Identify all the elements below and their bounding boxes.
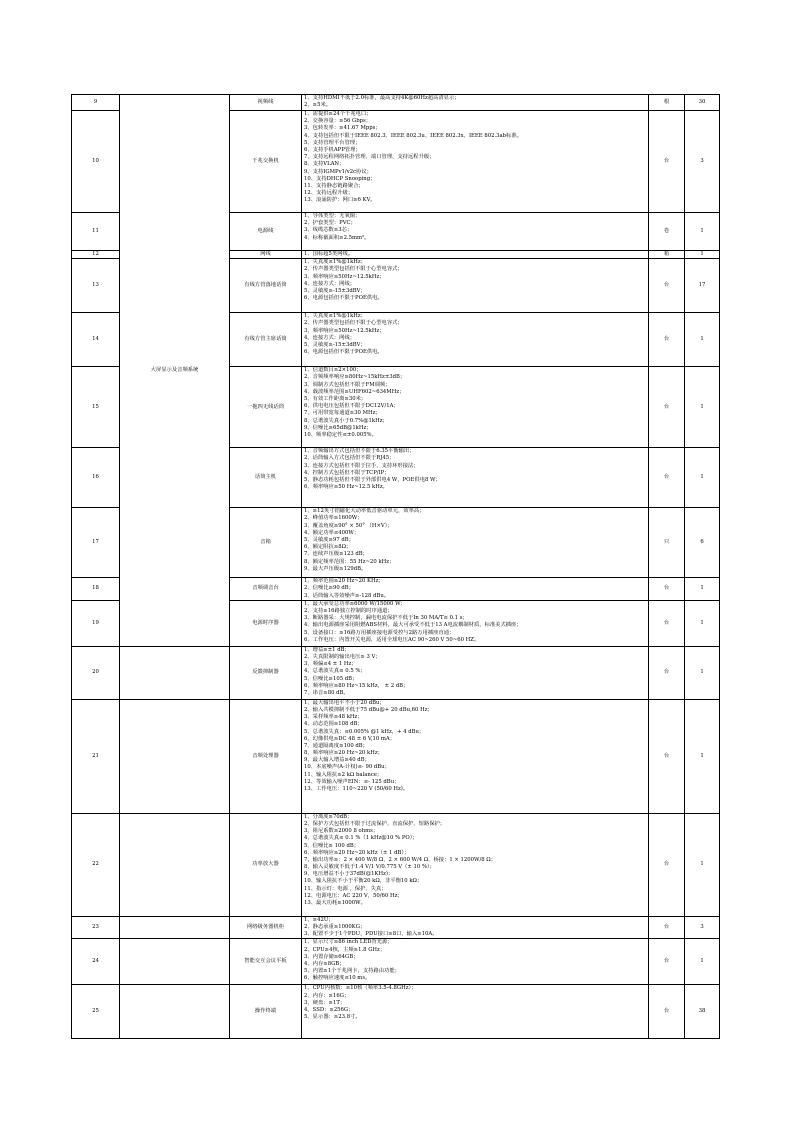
spec-line: 2、传声器类型包括但不限于心型电容式； [304,320,403,327]
spec-line: 6、频率响应≥50 Hz~12.5 kHz。 [304,484,388,491]
category-cell-empty [120,699,230,813]
item-unit: 卷 [649,213,685,251]
spec-line: 5、显示器：≥23.8寸。 [304,1014,361,1021]
spec-line: 6、电源包括但不限于POE供电。 [304,349,383,356]
spec-line: 9、电压增益不小于37dB(@1KHz)； [304,871,394,878]
spec-line: 11、输入阻抗≥2 kΩ balance； [304,771,383,778]
item-name: 音箱 [230,508,302,578]
item-spec [302,313,649,367]
item-name: 电源线 [230,213,302,251]
item-spec [302,916,649,939]
spec-line: 1、国标超5类网线。 [304,251,354,257]
spec-line: 1、需提供≥24个千兆电口； [304,111,372,117]
item-unit: 台 [649,916,685,939]
item-name: 智能交互会议平板 [230,939,302,985]
table-row [72,985,720,1039]
spec-line: 9、支持IGMPv1/v2c协议； [304,168,372,175]
spec-line: 6、电源包括但不限于POE供电。 [304,295,383,302]
item-spec [302,111,649,213]
category-cell-empty [120,646,230,699]
item-number: 23 [72,916,120,939]
spec-line: 4、SSD：≥256G； [304,1006,354,1013]
item-number: 17 [72,508,120,578]
item-quantity: 1 [685,367,720,448]
item-name: 功率放大器 [230,813,302,916]
item-spec [302,367,649,448]
spec-line: 1、失真度≤1%@1kHz； [304,313,366,320]
item-number: 11 [72,213,120,251]
spec-line: 3、频偏≤4 ± 1 Hz； [304,661,357,668]
spec-line: 1、频率范围≥20 Hz~20 KHz； [304,578,384,585]
item-number: 10 [72,111,120,213]
spec-line: 4、标称截面积≥2.5mm²。 [304,234,370,241]
spec-line: 2、音频频率响应≥80Hz~15kHz±3dB； [304,374,406,381]
item-name: 网线 [230,251,302,259]
item-number: 16 [72,448,120,508]
spec-line: 6、供电电压包括但不限于DC12V/1A； [304,403,399,410]
spec-line: 1、失真度≤1%@1kHz； [304,259,366,266]
item-number: 25 [72,985,120,1039]
spec-line: 11、指示灯：电源 、保护、失真； [304,885,387,892]
spec-line: 4、总谐波失真≤ 0.1 %（1 kHz@10 % PO）； [304,835,418,842]
spec-line: 9、最大声压级≥129dB。 [304,565,367,572]
spec-line: 8、频率响应≥20 Hz~20 kHz； [304,750,383,757]
category-cell-empty [120,939,230,985]
spec-line: 2、信噪比≥90 dB； [304,585,355,592]
spec-line: 6、工作电压：内置开关电源，适用全球电压AC 90~260 V 50~60 HZ。 [304,636,480,643]
spec-line: 12、等效输入噪声EIN：≤- 125 dBu； [304,778,400,785]
spec-line: 4、动态范围≥108 dB； [304,721,363,728]
item-number: 20 [72,646,120,699]
spec-line: 12、支持远程升级； [304,190,354,197]
spec-line: 7、连续声压级≥123 dB； [304,551,368,558]
item-unit: 根 [649,95,685,111]
spec-line: 1、导体类型：无氧铜； [304,213,361,219]
item-unit: 台 [649,699,685,813]
category-cell-empty [120,916,230,939]
table-row [72,916,720,939]
spec-line: 6、频率响应≥20 Hz~20 kHz（± 1 dB）； [304,849,410,856]
item-quantity: 1 [685,313,720,367]
item-unit: 台 [649,600,685,646]
item-spec [302,508,649,578]
item-spec [302,251,649,259]
spec-line: 12、电源电压：AC 220 V，50/60 Hz； [304,892,403,899]
item-quantity: 1 [685,813,720,916]
spec-line: 5、灵敏度≥-15±3dBV； [304,287,366,294]
item-quantity: 1 [685,939,720,985]
spec-line: 6、额定阻抗≥8Ω； [304,544,352,551]
spec-line: 1、增益≥±1 dB； [304,646,350,653]
spec-line: 7、可用带宽每通道≥30 MHz； [304,410,381,417]
item-unit: 台 [649,985,685,1039]
item-spec [302,985,649,1039]
spec-line: 3、包转发率：≥41.67 Mpps； [304,125,381,132]
spec-line: 8、输入灵敏度不低于1.4 V/1 V/0.775 V（± 10 %）； [304,864,435,871]
item-quantity: 30 [685,95,720,111]
spec-line: 2、CPU≥4核，主频≥1.8 GHz； [304,946,386,953]
spec-line: 2、峰值功率≥1600W； [304,515,363,522]
spec-line: 13、浪涌防护：网口≥6 KV。 [304,197,376,204]
item-unit: 台 [649,367,685,448]
spec-line: 5、有效工作距离≥30米； [304,395,367,402]
table-row [72,95,720,111]
item-quantity: 1 [685,578,720,601]
table-row [72,646,720,699]
item-quantity: 3 [685,916,720,939]
spec-line: 1、信道数目≥2×100； [304,367,362,374]
spec-line: 2、内存：≥16G； [304,992,350,999]
item-unit: 台 [649,313,685,367]
item-unit: 台 [649,111,685,213]
item-quantity: 1 [685,600,720,646]
item-number: 19 [72,600,120,646]
spec-table [71,94,720,1039]
spec-line: 3、调制方式包括但不限于FM调频； [304,381,391,388]
item-name: 电源时序器 [230,600,302,646]
spec-line: 3、线缆芯数≥3芯； [304,227,353,234]
spec-line: 3、内置存储≥64GB； [304,953,359,960]
item-unit: 台 [649,646,685,699]
spec-line: 1、分离度≥70dB； [304,813,353,820]
spec-line: 3、阻尼系数≥2000 8 ohms； [304,828,379,835]
spec-line: 5、设备接口：≥16路万用插座接电源受控与2路万用插座直通； [304,629,455,636]
item-number: 24 [72,939,120,985]
spec-line: 1、CPU内核数：≥10核（频率3.5-4.8GHz）； [304,985,417,992]
spec-line: 1、最大承受总功率≥6000 W/15000 W； [304,600,406,607]
spec-line: 5、总谐波失真：≤0.005% @1 kHz，+ 4 dBu； [304,728,425,735]
item-name: 网络级务器机柜 [230,916,302,939]
spec-line: 6、触控响应速度≤10 ms。 [304,975,371,982]
spec-line: 2、支持≥16路独立控制的时序通道； [304,607,393,614]
spec-line: 4、载波频率范围≥UHF602~634MHz； [304,388,405,395]
item-spec [302,448,649,508]
spec-line: 3、频率响应≥50Hz~12.5kHz； [304,273,385,280]
spec-line: 3、配置不少于1个PDU，PDU接口≥8口，输入≥10A。 [304,931,438,938]
spec-line: 3、连接方式包括但不限于拉手，支持环形接法； [304,462,419,469]
item-spec [302,646,649,699]
table-row [72,699,720,813]
item-spec [302,213,649,251]
spec-line: 10、本底噪声(A-计权)≤- 90 dBu； [304,764,390,771]
item-name: 视频线 [230,95,302,111]
spec-line: 10、输入阻抗不小于平衡20 kΩ，非平衡10 kΩ； [304,878,423,885]
table-row [72,813,720,916]
item-name: 音频调音台 [230,578,302,601]
item-name: 反馈抑制器 [230,646,302,699]
spec-line: 2、静态承重≥1000KG； [304,923,366,930]
spec-line: 5、静态功耗包括但不限于外部供电4 W，POE供电8 W； [304,476,441,483]
spec-line: 13、工作电压：110~220 V (50/60 Hz)。 [304,786,409,793]
spec-line: 1、最大输出电平不小于20 dBu； [304,699,385,706]
item-spec [302,578,649,601]
category-cell-empty [120,813,230,916]
spec-line: 3、频率响应≥50Hz~12.5kHz； [304,327,385,334]
spec-line: 7、串音≥80 dB。 [304,689,349,696]
spec-line: 8、额定频率范围：55 Hz~20 kHz； [304,558,395,565]
item-spec [302,699,649,813]
spec-line: 8、总谐波失真小于0.7%@1kHz； [304,417,388,424]
item-quantity: 3 [685,111,720,213]
item-number: 15 [72,367,120,448]
spec-line: 6、幻像供电≥DC 48 ± 6 V,10 mA； [304,735,396,742]
spec-line: 5、支持管理平台管理； [304,139,361,146]
spec-line: 5、信噪比≥ 100 dB； [304,842,360,849]
spec-line: 13、最大功耗≥1000W。 [304,900,366,907]
spec-line: 4、内存≥8GB； [304,960,345,967]
item-unit: 台 [649,259,685,313]
item-number: 21 [72,699,120,813]
spec-line: 5、信噪比≥105 dB； [304,675,358,682]
spec-line: 2、话筒输入方式包括但不限于RJ45； [304,455,395,462]
spec-line: 1、显示尺寸≥86 inch LED背光源； [304,939,393,946]
spec-line: 4、总谐波失真≤ 0.5 %； [304,668,366,675]
item-unit: 台 [649,448,685,508]
item-name: 音频处理器 [230,699,302,813]
spec-line: 2、交换容量：≥56 Gbps； [304,118,372,125]
item-spec [302,939,649,985]
spec-line: 3、采样频率≥48 kHz； [304,714,363,721]
item-number: 12 [72,251,120,259]
item-unit: 台 [649,813,685,916]
item-spec [302,813,649,916]
spec-line: 11、支持静态链路聚合； [304,182,364,189]
spec-line: 10、频率稳定性≤±0.005%。 [304,431,377,438]
item-number: 9 [72,95,120,111]
spec-line: 2、保护方式包括但不限于过流保护、直流保护、短路保护； [304,820,446,827]
spec-line: 7、支持远程网络拓扑管理、端口管理，支持远程升级； [304,154,435,161]
item-quantity: 1 [685,448,720,508]
item-quantity: 1 [685,213,720,251]
item-quantity: 38 [685,985,720,1039]
spec-line: 3、断路器采：大规控制，漏电电流保护不低于In 30 MA/T≤ 0.1 s； [304,615,468,622]
item-quantity: 1 [685,646,720,699]
spec-line: 4、连接方式：网线； [304,280,356,287]
item-quantity: 17 [685,259,720,313]
item-unit: 台 [649,578,685,601]
spec-table-body [72,95,720,1039]
spec-line: 3、硬盘：≥1T； [304,999,346,1006]
item-spec [302,95,649,111]
spec-line: 3、话筒输入等效噪声≥-128 dBu。 [304,592,390,599]
item-name: 操作终端 [230,985,302,1039]
spec-line: 2、失真限制的输出电压≥ 3 V； [304,653,381,660]
item-unit: 台 [649,939,685,985]
item-unit: 只 [649,508,685,578]
category-cell-empty [120,985,230,1039]
spec-line: 2、护套类型：PVC； [304,220,356,227]
spec-line: 4、控制方式包括但不限于TCP/IP； [304,469,390,476]
item-unit: 箱 [649,251,685,259]
spec-line: 4、输出电源插座采用阻燃ABS材料，最大可承受不低于13 A电流耦制材质，标准美式插座； [304,622,522,629]
spec-line: 3、覆盖角度≥90° × 50° （H×V）； [304,522,393,529]
item-number: 18 [72,578,120,601]
spec-line: 2、传声器类型包括但不限于心型电容式； [304,266,403,273]
spec-line: 5、内置≥1个千兆网卡，支持路由功能； [304,968,400,975]
item-name: 有线方管落地话筒 [230,259,302,313]
spec-line: 2、≥5米。 [304,102,332,109]
item-quantity: 1 [685,699,720,813]
item-spec [302,259,649,313]
item-quantity: 1 [685,251,720,259]
spec-line: 6、频率响应≥80 Hz~15 kHz， ± 2 dB； [304,682,409,689]
item-name: 有线方管主席话筒 [230,313,302,367]
spec-line: 9、最大输入增益≥40 dB； [304,757,370,764]
spec-line: 4、支持包括但不限于IEEE 802.3、IEEE 802.3u、IEEE 802.3x、IEEE 802.3ab标准。 [304,132,522,139]
spec-line: 1、≥42U； [304,916,334,923]
category-cell: 大屏显示及音频系统 [120,95,230,647]
item-spec [302,600,649,646]
spec-line: 2、输入共模抑制不低于75 dBu@+ 20 dBu,60 Hz； [304,706,433,713]
spec-line: 5、灵敏度≥97 dB； [304,536,355,543]
spec-line: 8、支持VLAN； [304,161,345,168]
spec-line: 1、音频输出方式包括但不限于6.35平衡输出； [304,448,415,455]
spec-line: 6、支持手机APP管理； [304,146,361,153]
item-number: 13 [72,259,120,313]
spec-line: 10、支持DHCP Snooping； [304,175,376,182]
spec-line: 9、信噪比≥65dB@1kHz； [304,424,372,431]
spec-line: 4、连接方式：网线； [304,334,356,341]
spec-line: 1、≥12英寸铝磁化大动率低音驱动单元，效率高； [304,508,425,515]
item-name: 话筒主机 [230,448,302,508]
spec-line: 7、通道隔离度≥100 dB； [304,742,368,749]
item-name: 千兆交换机 [230,111,302,213]
spec-line: 7、输出功率≥：2 × 400 W/8 Ω，2 × 600 W/4 Ω，桥接：1 × 1200W/8 Ω； [304,856,496,863]
item-name: 一拖四无线话筒 [230,367,302,448]
spec-line: 1、支持HDMI不低于2.0标准，最高支持4K@60Hz超高清显示； [304,95,460,101]
table-row [72,939,720,985]
spec-line: 4、额定功率≤400W； [304,529,360,536]
item-number: 22 [72,813,120,916]
spec-line: 5、灵敏度≥-15±3dBV； [304,341,366,348]
item-number: 14 [72,313,120,367]
item-quantity: 6 [685,508,720,578]
